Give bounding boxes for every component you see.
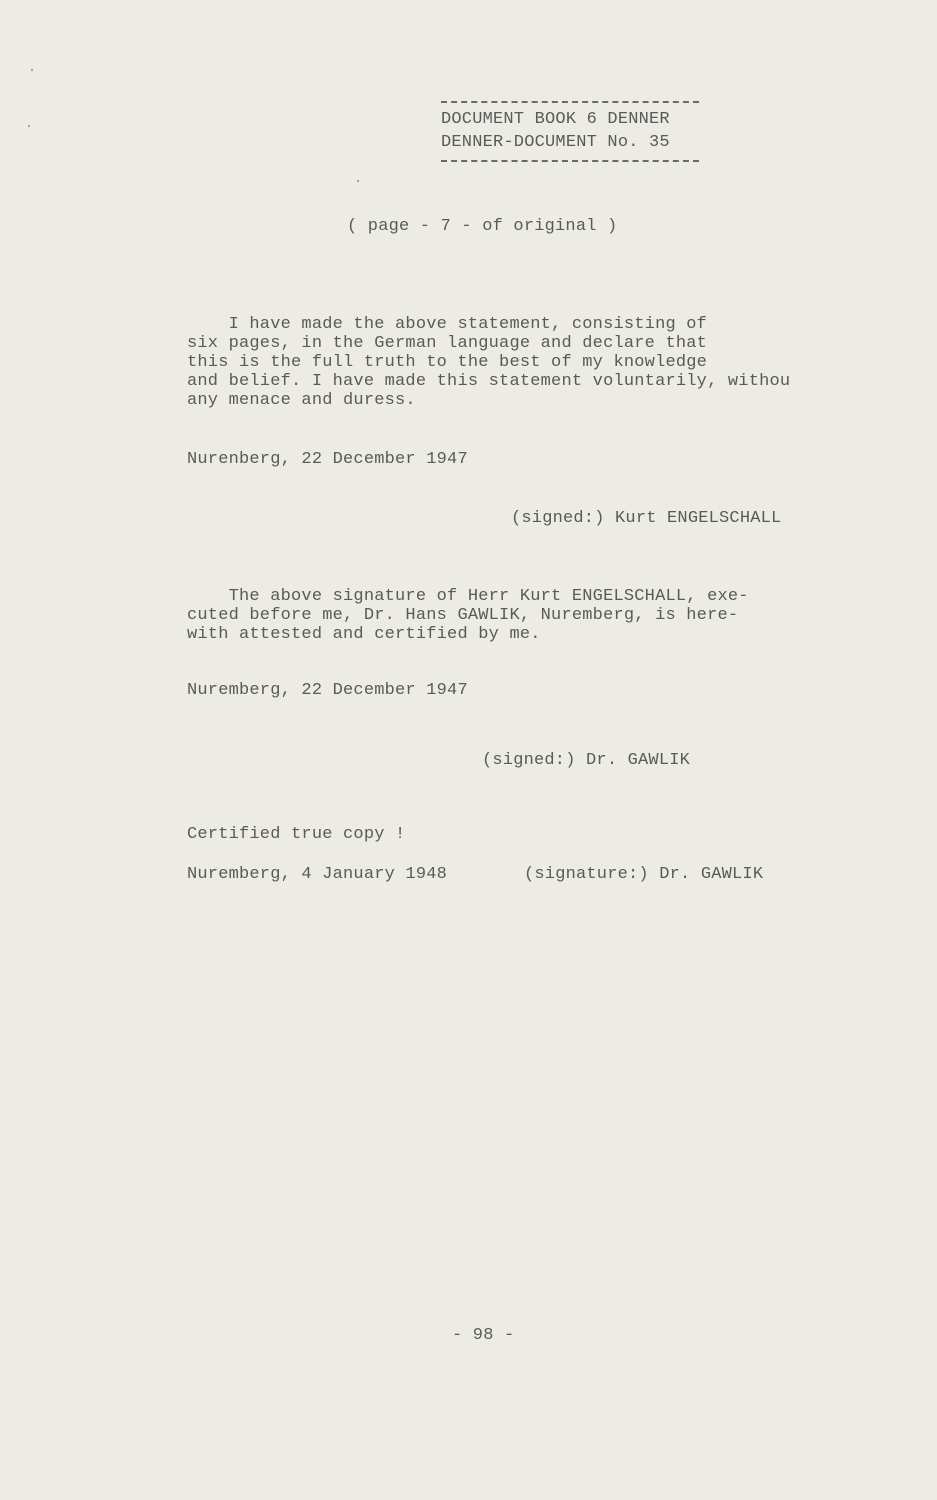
certified-true-copy: Certified true copy ! [187,825,406,844]
paper-speck [31,69,33,71]
header-line-2: DENNER-DOCUMENT No. 35 [441,133,670,152]
certification-line: with attested and certified by me. [187,625,541,644]
signature-gawlik: (signed:) Dr. GAWLIK [482,751,691,770]
header-bottom-rule [441,160,699,162]
statement-line: and belief. I have made this statement voluntarily, withou [187,372,791,391]
certification-line: cuted before me, Dr. Hans GAWLIK, Nuremberg, is here- [187,606,739,625]
paper-speck [357,180,359,182]
certification-line: The above signature of Herr Kurt ENGELSCHALL, exe- [187,587,749,606]
header-line-1: DOCUMENT BOOK 6 DENNER [441,110,670,129]
place-date-second: Nuremberg, 22 December 1947 [187,681,468,700]
place-date-first: Nurenberg, 22 December 1947 [187,450,468,469]
final-signature: (signature:) Dr. GAWLIK [524,865,764,884]
header-top-rule [441,101,699,103]
signature-engelschall: (signed:) Kurt ENGELSCHALL [511,509,782,528]
statement-line: six pages, in the German language and declare that [187,334,708,353]
paper-speck [28,125,30,127]
page-number: - 98 - [452,1326,515,1345]
statement-line: any menace and duress. [187,391,416,410]
statement-line: this is the full truth to the best of my knowledge [187,353,708,372]
statement-line: I have made the above statement, consisting of [187,315,708,334]
original-page-reference: ( page - 7 - of original ) [347,217,618,236]
final-place-date: Nuremberg, 4 January 1948 [187,865,448,884]
